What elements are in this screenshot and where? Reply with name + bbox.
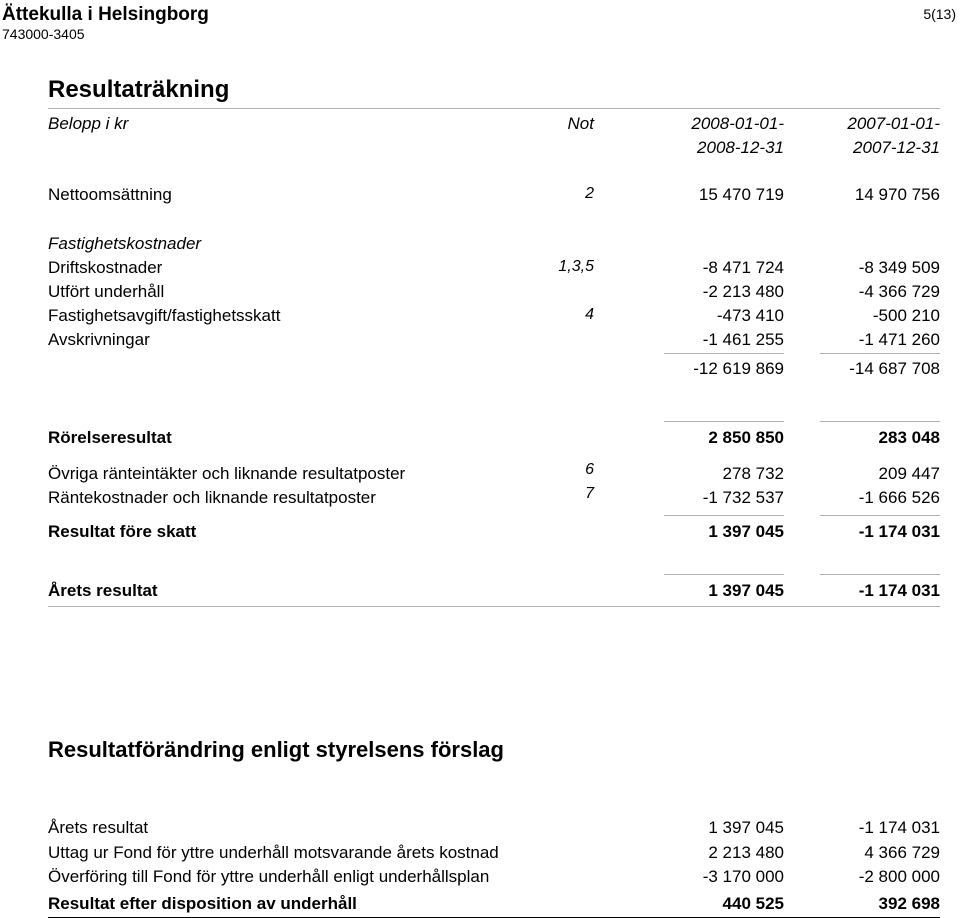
row-previous: -1 174 031	[858, 818, 940, 837]
row-note: 6	[585, 461, 594, 478]
row-previous: -14 687 708	[849, 359, 940, 378]
row-previous: 392 698	[878, 894, 940, 913]
row-current: -473 410	[716, 306, 784, 325]
year-result-rule-current	[664, 574, 784, 575]
row-label: Övriga ränteintäkter och liknande resultatposter	[48, 464, 406, 483]
row-label: Fastighetskostnader	[48, 234, 202, 253]
row-current: 278 732	[722, 464, 784, 483]
subtotal-rule-previous	[820, 353, 940, 354]
row-current: -2 213 480	[702, 282, 784, 301]
row-label: Räntekostnader och liknande resultatposter	[48, 488, 376, 507]
income-statement-end-rule	[48, 606, 940, 607]
org-number: 743000-3405	[2, 26, 85, 42]
row-current: -12 619 869	[693, 359, 784, 378]
row-current: 1 397 045	[708, 522, 784, 541]
row-result-after-appropriation	[48, 894, 940, 918]
current-period-end: 2008-12-31	[697, 138, 784, 157]
operating-rule-previous	[820, 421, 940, 422]
row-interest-income	[48, 461, 940, 488]
row-note: 2	[585, 185, 594, 202]
row-previous: 209 447	[878, 464, 940, 483]
row-label: Utfört underhåll	[48, 282, 165, 301]
previous-period-start: 2007-01-01-	[847, 114, 940, 133]
row-property-tax	[48, 306, 940, 330]
previous-period-end: 2007-12-31	[853, 138, 940, 157]
year-result-rule-previous	[820, 574, 940, 575]
column-label-amount: Belopp i kr	[48, 114, 129, 133]
row-previous: -1 666 526	[858, 488, 940, 507]
row-current: -3 170 000	[702, 867, 784, 886]
row-label: Årets resultat	[48, 581, 158, 600]
row-previous: 4 366 729	[864, 843, 940, 862]
row-previous: -1 174 031	[858, 581, 940, 600]
row-label: Driftskostnader	[48, 258, 163, 277]
row-property-costs-heading	[48, 234, 940, 258]
column-label-note: Not	[567, 114, 594, 133]
row-previous: -2 800 000	[858, 867, 940, 886]
page-number: 5(13)	[923, 6, 956, 22]
row-current: 1 397 045	[708, 581, 784, 600]
row-appropriation-year-result	[48, 818, 940, 842]
row-net-sales	[48, 185, 940, 209]
title-rule	[48, 108, 940, 109]
row-previous: 14 970 756	[854, 185, 940, 204]
current-period-start: 2008-01-01-	[691, 114, 784, 133]
subtotal-rule-current	[664, 353, 784, 354]
association-name: Ättekulla i Helsingborg	[2, 4, 209, 25]
operating-rule-current	[664, 421, 784, 422]
row-interest-costs	[48, 485, 940, 512]
row-current: 2 850 850	[708, 428, 784, 447]
pretax-rule-previous	[820, 515, 940, 516]
row-previous: -500 210	[872, 306, 940, 325]
row-result-before-tax	[48, 522, 940, 546]
pretax-rule-current	[664, 515, 784, 516]
row-label: Avskrivningar	[48, 330, 150, 349]
column-label-current-period	[691, 112, 784, 160]
row-depreciation	[48, 330, 940, 354]
income-statement-title: Resultaträkning	[48, 76, 230, 103]
row-current: 1 397 045	[708, 818, 784, 837]
row-operating-costs	[48, 258, 940, 282]
row-operating-result	[48, 428, 940, 452]
row-label: Uttag ur Fond för yttre underhåll motsvarande årets kostnad	[48, 843, 499, 862]
column-label-previous-period	[847, 112, 940, 160]
row-current: 15 470 719	[698, 185, 784, 204]
row-current: -8 471 724	[702, 258, 784, 277]
row-label: Nettoomsättning	[48, 185, 172, 204]
row-label: Fastighetsavgift/fastighetsskatt	[48, 306, 281, 325]
row-fund-transfer	[48, 867, 940, 891]
row-previous: -1 471 260	[858, 330, 940, 349]
row-current: 2 213 480	[708, 843, 784, 862]
row-previous: 283 048	[878, 428, 940, 447]
row-current: 440 525	[722, 894, 784, 913]
row-fund-withdrawal	[48, 843, 940, 867]
row-note: 4	[585, 306, 594, 323]
row-label: Resultat efter disposition av underhåll	[48, 894, 357, 913]
row-label: Årets resultat	[48, 818, 149, 837]
row-property-costs-subtotal	[48, 359, 940, 383]
row-year-result	[48, 581, 940, 605]
row-previous: -8 349 509	[858, 258, 940, 277]
appropriation-title: Resultatförändring enligt styrelsens förslag	[48, 737, 504, 762]
row-label: Rörelseresultat	[48, 428, 172, 447]
row-label: Resultat före skatt	[48, 522, 197, 541]
row-current: -1 732 537	[702, 488, 784, 507]
row-note: 7	[585, 485, 594, 502]
row-previous: -4 366 729	[858, 282, 940, 301]
row-maintenance	[48, 282, 940, 306]
row-current: -1 461 255	[702, 330, 784, 349]
row-previous: -1 174 031	[858, 522, 940, 541]
row-label: Överföring till Fond för yttre underhåll enligt underhållsplan	[48, 867, 490, 886]
row-note: 1,3,5	[558, 258, 594, 275]
